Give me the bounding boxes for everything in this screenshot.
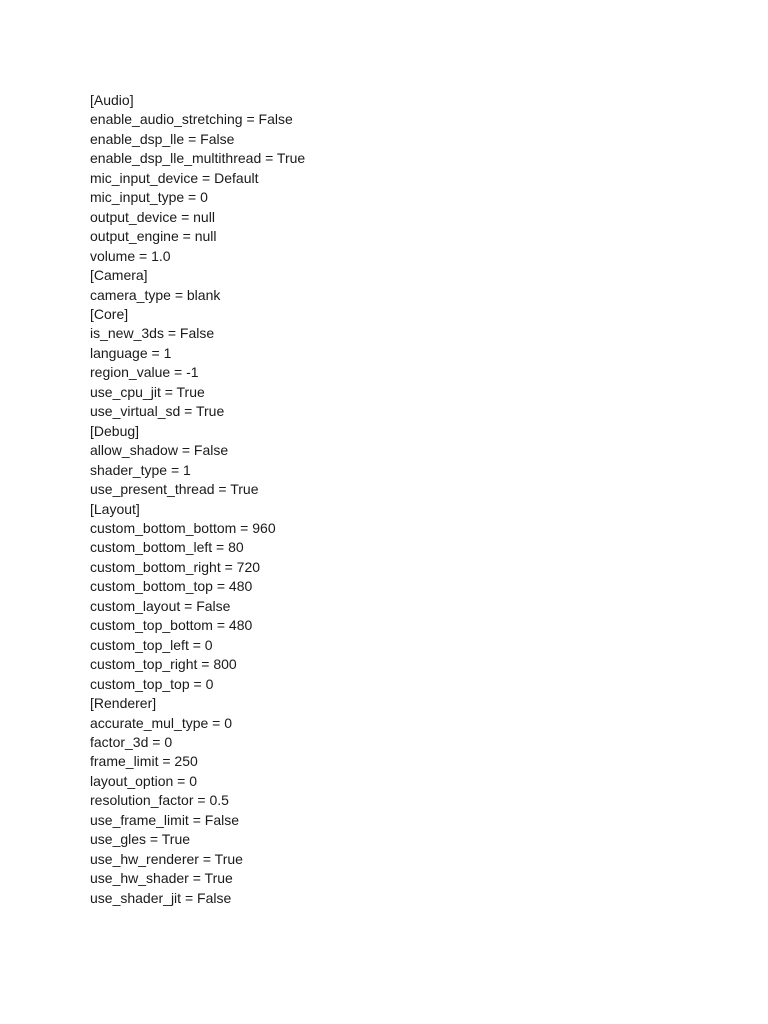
config-line: use_frame_limit = False xyxy=(90,811,240,828)
section-header-audio: [Audio] xyxy=(90,92,134,108)
config-line: frame_limit = 250 xyxy=(90,753,198,770)
config-line: use_hw_renderer = True xyxy=(90,850,243,867)
config-line: custom_layout = False xyxy=(90,597,231,614)
config-line: use_cpu_jit = True xyxy=(90,383,205,400)
config-line: shader_type = 1 xyxy=(90,461,191,478)
section-header-debug: [Debug] xyxy=(90,422,140,439)
config-line: custom_bottom_left = 80 xyxy=(90,539,244,556)
config-line: language = 1 xyxy=(90,344,172,361)
config-line: region_value = -1 xyxy=(90,364,199,381)
config-line: use_present_thread = True xyxy=(90,481,259,498)
config-line: camera_type = blank xyxy=(90,286,221,303)
config-line: is_new_3ds = False xyxy=(90,325,215,342)
config-line: custom_bottom_right = 720 xyxy=(90,558,261,575)
config-line: custom_top_left = 0 xyxy=(90,636,213,653)
config-line: output_device = null xyxy=(90,208,215,225)
config-line: use_hw_shader = True xyxy=(90,870,233,887)
config-line: mic_input_device = Default xyxy=(90,169,259,186)
config-line: use_gles = True xyxy=(90,831,191,848)
config-line: layout_option = 0 xyxy=(90,772,198,789)
config-line: custom_top_bottom = 480 xyxy=(90,617,253,634)
config-line: enable_dsp_lle = False xyxy=(90,130,235,147)
config-line: enable_audio_stretching = False xyxy=(90,111,293,128)
config-line: factor_3d = 0 xyxy=(90,733,173,750)
section-header-camera: [Camera] xyxy=(90,267,148,284)
config-line: volume = 1.0 xyxy=(90,247,171,264)
config-line: use_virtual_sd = True xyxy=(90,403,225,420)
config-line: custom_bottom_bottom = 960 xyxy=(90,519,276,536)
config-line: use_shader_jit = False xyxy=(90,889,232,906)
config-line: custom_top_top = 0 xyxy=(90,675,214,692)
config-line: mic_input_type = 0 xyxy=(90,189,208,206)
config-line: output_engine = null xyxy=(90,228,217,245)
config-line: custom_top_right = 800 xyxy=(90,656,237,673)
section-header-core: [Core] xyxy=(90,305,129,322)
config-line: custom_bottom_top = 480 xyxy=(90,578,253,595)
config-text-body xyxy=(90,91,305,908)
config-line: allow_shadow = False xyxy=(90,442,229,459)
config-line: accurate_mul_type = 0 xyxy=(90,714,233,731)
section-header-renderer: [Renderer] xyxy=(90,695,157,712)
config-line: resolution_factor = 0.5 xyxy=(90,792,229,809)
config-line: enable_dsp_lle_multithread = True xyxy=(90,150,306,167)
section-header-layout: [Layout] xyxy=(90,500,140,517)
